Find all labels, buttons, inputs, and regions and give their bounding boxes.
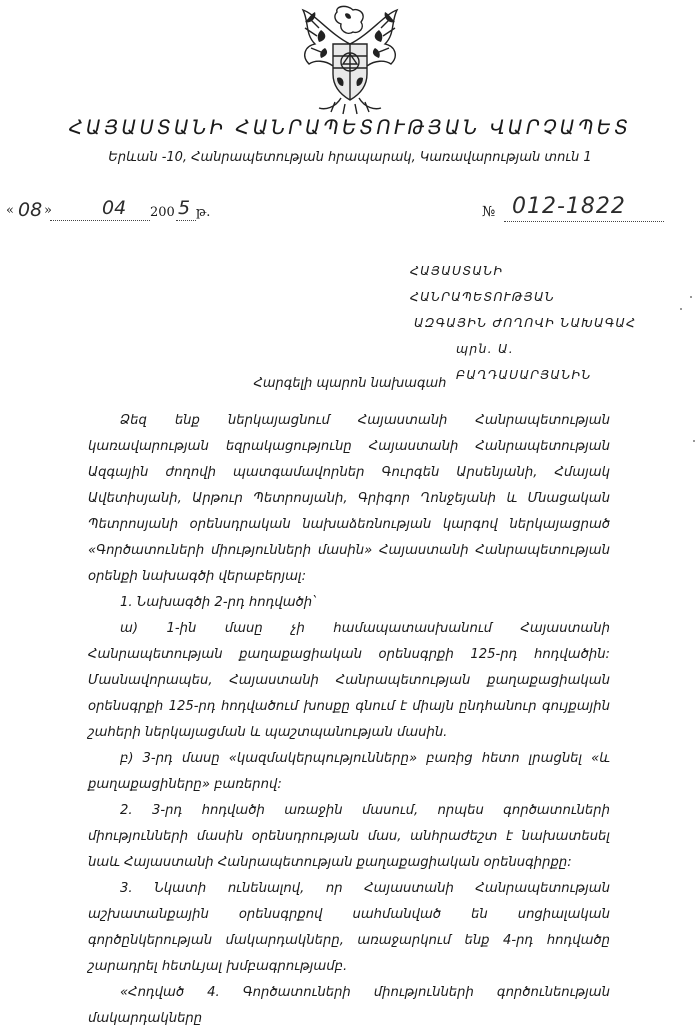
document-date [6, 197, 266, 225]
addressee-block [410, 258, 640, 388]
scan-speck [680, 308, 682, 310]
date-open-quote: « [6, 203, 14, 218]
date-year-underline [176, 219, 196, 221]
date-month: 04 [102, 197, 127, 219]
organization-title: ՀԱՅԱՍՏԱՆԻ ՀԱՆՐԱՊԵՏՈՒԹՅԱՆ ՎԱՐՉԱՊԵՏ [68, 116, 632, 139]
scan-speck [690, 296, 692, 298]
body-paragraph-1: Ձեզ ենք ներկայացնում Հայաստանի Հանրապետության կառավարության եզրակացությունը Հայաստանի Հանրապետության Ազգային ժողովի պատգամավորներ Գուրգեն Արսենյանի, Հմայակ Ավետիսյանի, Արթուր Պետրոսյանի, Գրիգոր Ղոնջեյանի և Մնացական Պետրոսյանի օրենսդրական նախաձեռնության կարգով ներկայացրած «Գործատուների միությունների մասին» Հայաստանի Հանրապետության օրենքի նախագծի վերաբերյալ: [88, 413, 610, 584]
date-close-quote: » [44, 203, 52, 218]
addressee-line-1: ՀԱՅԱՍՏԱՆԻ ՀԱՆՐԱՊԵՏՈՒԹՅԱՆ [410, 263, 556, 304]
addressee-line-3: պրն. Ա. ԲԱՂԴԱՍԱՐՅԱՆԻՆ [456, 341, 592, 382]
date-year-digit: 5 [178, 197, 191, 219]
body-paragraph-5: 2. 3-րդ հոդվածի առաջին մասում, որպես գործատուների միությունների մասին օրենսդրության մաս, անհրաժեշտ է նախատեսել նաև Հայաստանի Հանրապետության քաղաքացիական օրենսգիրքը: [88, 803, 610, 870]
number-underline [504, 220, 664, 222]
addressee-line-2: ԱԶԳԱՅԻՆ ԺՈՂՈՎԻ ՆԱԽԱԳԱՀ [414, 315, 637, 330]
date-month-underline [50, 219, 150, 221]
coat-of-arms-emblem [275, 4, 425, 116]
date-suffix: թ. [196, 205, 211, 220]
document-number [470, 194, 670, 224]
body-paragraph-3: ա) 1-ին մասը չի համապատասխանում Հայաստանի Հանրապետության քաղաքացիական օրենսգրքի 125-րդ հոդվածին: Մասնավորապես, Հայաստանի Հանրապետության քաղաքացիական օրենսգրքի 125-րդ հոդվածում խոսքը գնում է միայն ընդհանուր գույքային շահերի ներկայացման և պաշտպանության մասին. [88, 621, 610, 740]
body-paragraph-6: 3. Նկատի ունենալով, որ Հայաստանի Հանրապետության աշխատանքային օրենսգրքով սահմանված են սոցիալական գործընկերության մակարդակները, առաջարկում ենք 4-րդ հոդվածը շարադրել հետևյալ խմբագրությամբ. [88, 881, 610, 974]
body-paragraph-2: 1. Նախագծի 2-րդ հոդվածի՝ [120, 595, 316, 610]
date-year-prefix: 200 [150, 205, 175, 220]
body-paragraph-7: «Հոդված 4. Գործատուների միությունների գործունեության մակարդակները [88, 985, 610, 1026]
number-value: 012-1822 [512, 194, 626, 219]
salutation: Հարգելի պարոն նախագահ [253, 376, 447, 391]
date-day: 08 [18, 199, 43, 221]
letter-body [88, 408, 610, 1032]
body-paragraph-4: բ) 3-րդ մասը «կազմակերպությունները» բառից հետո լրացնել «և քաղաքացիները» բառերով: [88, 751, 610, 792]
organization-address: Երևան -10, Հանրապետության հրապարակ, Կառավարության տուն 1 [108, 150, 592, 165]
scan-speck [693, 440, 695, 442]
number-label: № [482, 204, 496, 220]
